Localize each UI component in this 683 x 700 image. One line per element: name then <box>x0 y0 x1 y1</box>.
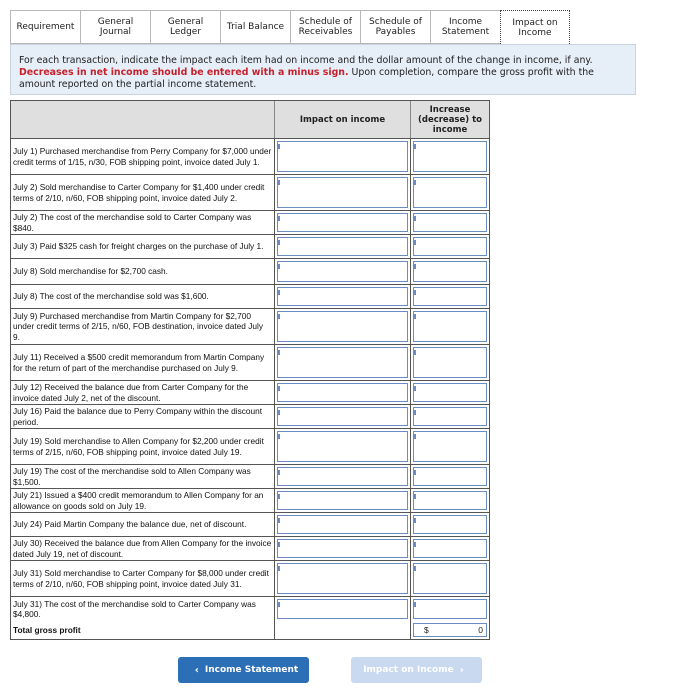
amount-input[interactable] <box>413 599 487 619</box>
instructions-text-2: Upon completion, compare the gross profit with the amount reported on the partial income statement. <box>19 67 594 90</box>
impact-select[interactable] <box>277 213 408 232</box>
tab-general-journal[interactable]: General Journal <box>80 10 150 44</box>
transaction-description: July 2) Sold merchandise to Carter Company for $1,400 under credit terms of 2/10, n/60, FOB shipping point, invoice dated July 2. <box>11 175 275 210</box>
impact-select[interactable] <box>277 491 408 510</box>
transaction-description: July 19) Sold merchandise to Allen Company for $2,200 under credit terms of 2/15, n/60, FOB shipping point, invoice dated July 19. <box>11 429 275 464</box>
transaction-description: July 11) Received a $500 credit memorandum from Martin Company for the return of part of the merchandise purchased on July 9. <box>11 345 275 380</box>
impact-cell <box>275 489 411 512</box>
impact-select[interactable] <box>277 467 408 486</box>
tab-schedule-of-receivables[interactable]: Schedule of Receivables <box>290 10 360 44</box>
amount-input[interactable] <box>413 563 487 594</box>
table-row <box>11 513 489 537</box>
amount-cell <box>411 175 489 210</box>
amount-input[interactable] <box>413 467 487 486</box>
tab-impact-on-income[interactable]: Impact on Income <box>500 10 570 46</box>
transaction-description: July 16) Paid the balance due to Perry Company within the discount period. <box>11 405 275 428</box>
amount-cell <box>411 513 489 536</box>
impact-select[interactable] <box>277 287 408 306</box>
amount-cell <box>411 235 489 258</box>
chevron-left-icon: ‹ <box>194 664 199 676</box>
impact-select[interactable] <box>277 515 408 534</box>
table-row <box>11 285 489 309</box>
instructions-warning: Decreases in net income should be entered with a minus sign. <box>19 67 349 78</box>
header-amount: Increase (decrease) to income <box>417 104 483 135</box>
amount-cell <box>411 489 489 512</box>
tab-schedule-of-payables[interactable]: Schedule of Payables <box>360 10 430 44</box>
impact-table <box>10 100 490 640</box>
impact-select[interactable] <box>277 539 408 558</box>
total-impact-cell <box>275 621 411 639</box>
impact-cell <box>275 381 411 404</box>
impact-cell <box>275 561 411 596</box>
table-row <box>11 175 489 211</box>
impact-select[interactable] <box>277 311 408 342</box>
amount-input[interactable] <box>413 383 487 402</box>
amount-input[interactable] <box>413 539 487 558</box>
transaction-description: July 31) Sold merchandise to Carter Company for $8,000 under credit terms of 2/10, n/60, FOB shipping point, invoice dated July 31. <box>11 561 275 596</box>
total-value: 0 <box>478 625 483 635</box>
total-amount-cell <box>411 621 489 639</box>
transaction-description: July 21) Issued a $400 credit memorandum to Allen Company for an allowance on goods sold on July 19. <box>11 489 275 512</box>
amount-cell <box>411 561 489 596</box>
impact-cell <box>275 235 411 258</box>
tab-general-ledger[interactable]: General Ledger <box>150 10 220 44</box>
amount-input[interactable] <box>413 177 487 208</box>
impact-select[interactable] <box>277 383 408 402</box>
impact-cell <box>275 513 411 536</box>
impact-select[interactable] <box>277 141 408 172</box>
transaction-description: July 3) Paid $325 cash for freight charges on the purchase of July 1. <box>11 235 275 258</box>
impact-select[interactable] <box>277 599 408 619</box>
transaction-description: July 30) Received the balance due from Allen Company for the invoice dated July 19, net of discount. <box>11 537 275 560</box>
amount-cell <box>411 309 489 344</box>
total-currency: $ <box>424 625 429 635</box>
impact-cell <box>275 211 411 234</box>
tab-requirement[interactable]: Requirement <box>10 10 80 44</box>
tab-trial-balance[interactable]: Trial Balance <box>220 10 290 44</box>
impact-select[interactable] <box>277 407 408 426</box>
impact-cell <box>275 139 411 174</box>
table-row <box>11 537 489 561</box>
transaction-description: July 2) The cost of the merchandise sold to Carter Company was $840. <box>11 211 275 234</box>
table-row <box>11 597 489 621</box>
amount-cell <box>411 429 489 464</box>
impact-cell <box>275 537 411 560</box>
impact-cell <box>275 175 411 210</box>
table-row <box>11 211 489 235</box>
table-row <box>11 139 489 175</box>
table-header <box>11 101 489 139</box>
total-amount-field <box>413 623 487 637</box>
prev-button-label: Income Statement <box>204 665 299 675</box>
amount-input[interactable] <box>413 287 487 306</box>
impact-cell <box>275 259 411 284</box>
impact-select[interactable] <box>277 261 408 282</box>
tab-bar <box>10 10 570 46</box>
table-row <box>11 235 489 259</box>
table-row <box>11 405 489 429</box>
amount-cell <box>411 345 489 380</box>
table-row <box>11 345 489 381</box>
impact-select[interactable] <box>277 431 408 462</box>
tab-income-statement[interactable]: Income Statement <box>430 10 500 44</box>
impact-cell <box>275 429 411 464</box>
amount-input[interactable] <box>413 237 487 256</box>
table-row <box>11 489 489 513</box>
next-button-label: Impact on Income <box>363 665 454 675</box>
transaction-description: July 19) The cost of the merchandise sold to Allen Company was $1,500. <box>11 465 275 488</box>
prev-income-statement-button[interactable] <box>178 657 309 683</box>
amount-cell <box>411 381 489 404</box>
transaction-description: July 8) The cost of the merchandise sold was $1,600. <box>11 285 275 308</box>
header-impact: Impact on income <box>275 101 411 138</box>
impact-cell <box>275 465 411 488</box>
impact-cell <box>275 405 411 428</box>
amount-input[interactable] <box>413 491 487 510</box>
instructions-panel <box>10 44 636 95</box>
amount-input[interactable] <box>413 261 487 282</box>
amount-cell <box>411 405 489 428</box>
amount-input[interactable] <box>413 347 487 378</box>
header-description <box>11 101 275 138</box>
transaction-description: July 24) Paid Martin Company the balance due, net of discount. <box>11 513 275 536</box>
amount-input[interactable] <box>413 515 487 534</box>
amount-cell <box>411 285 489 308</box>
next-impact-on-income-button[interactable] <box>351 657 482 683</box>
amount-input[interactable] <box>413 311 487 342</box>
amount-cell <box>411 139 489 174</box>
table-row <box>11 309 489 345</box>
transaction-description: July 8) Sold merchandise for $2,700 cash. <box>11 259 275 284</box>
impact-select[interactable] <box>277 177 408 208</box>
amount-cell <box>411 211 489 234</box>
table-row <box>11 381 489 405</box>
total-label: Total gross profit <box>11 621 275 639</box>
impact-cell <box>275 597 411 621</box>
amount-cell <box>411 537 489 560</box>
chevron-right-icon: › <box>459 664 464 676</box>
amount-cell <box>411 465 489 488</box>
impact-cell <box>275 285 411 308</box>
amount-input[interactable] <box>413 141 487 172</box>
instructions-text: For each transaction, indicate the impact each item had on income and the dollar amount of the change in income, if any. <box>19 55 593 66</box>
impact-select[interactable] <box>277 563 408 594</box>
transaction-description: July 1) Purchased merchandise from Perry Company for $7,000 under credit terms of 1/15, n/30, FOB shipping point, invoice dated July 1. <box>11 139 275 174</box>
transaction-description: July 31) The cost of the merchandise sold to Carter Company was $4,800. <box>11 597 275 621</box>
amount-input[interactable] <box>413 431 487 462</box>
amount-input[interactable] <box>413 213 487 232</box>
impact-cell <box>275 345 411 380</box>
impact-select[interactable] <box>277 347 408 378</box>
impact-cell <box>275 309 411 344</box>
amount-input[interactable] <box>413 407 487 426</box>
table-row <box>11 465 489 489</box>
total-row <box>11 621 489 639</box>
table-row <box>11 429 489 465</box>
table-row <box>11 561 489 597</box>
amount-cell <box>411 597 489 621</box>
transaction-description: July 12) Received the balance due from Carter Company for the invoice dated July 2, net of the discount. <box>11 381 275 404</box>
transaction-description: July 9) Purchased merchandise from Martin Company for $2,700 under credit terms of 2/15, n/60, FOB destination, invoice dated July 9. <box>11 309 275 344</box>
amount-cell <box>411 259 489 284</box>
impact-select[interactable] <box>277 237 408 256</box>
table-row <box>11 259 489 285</box>
